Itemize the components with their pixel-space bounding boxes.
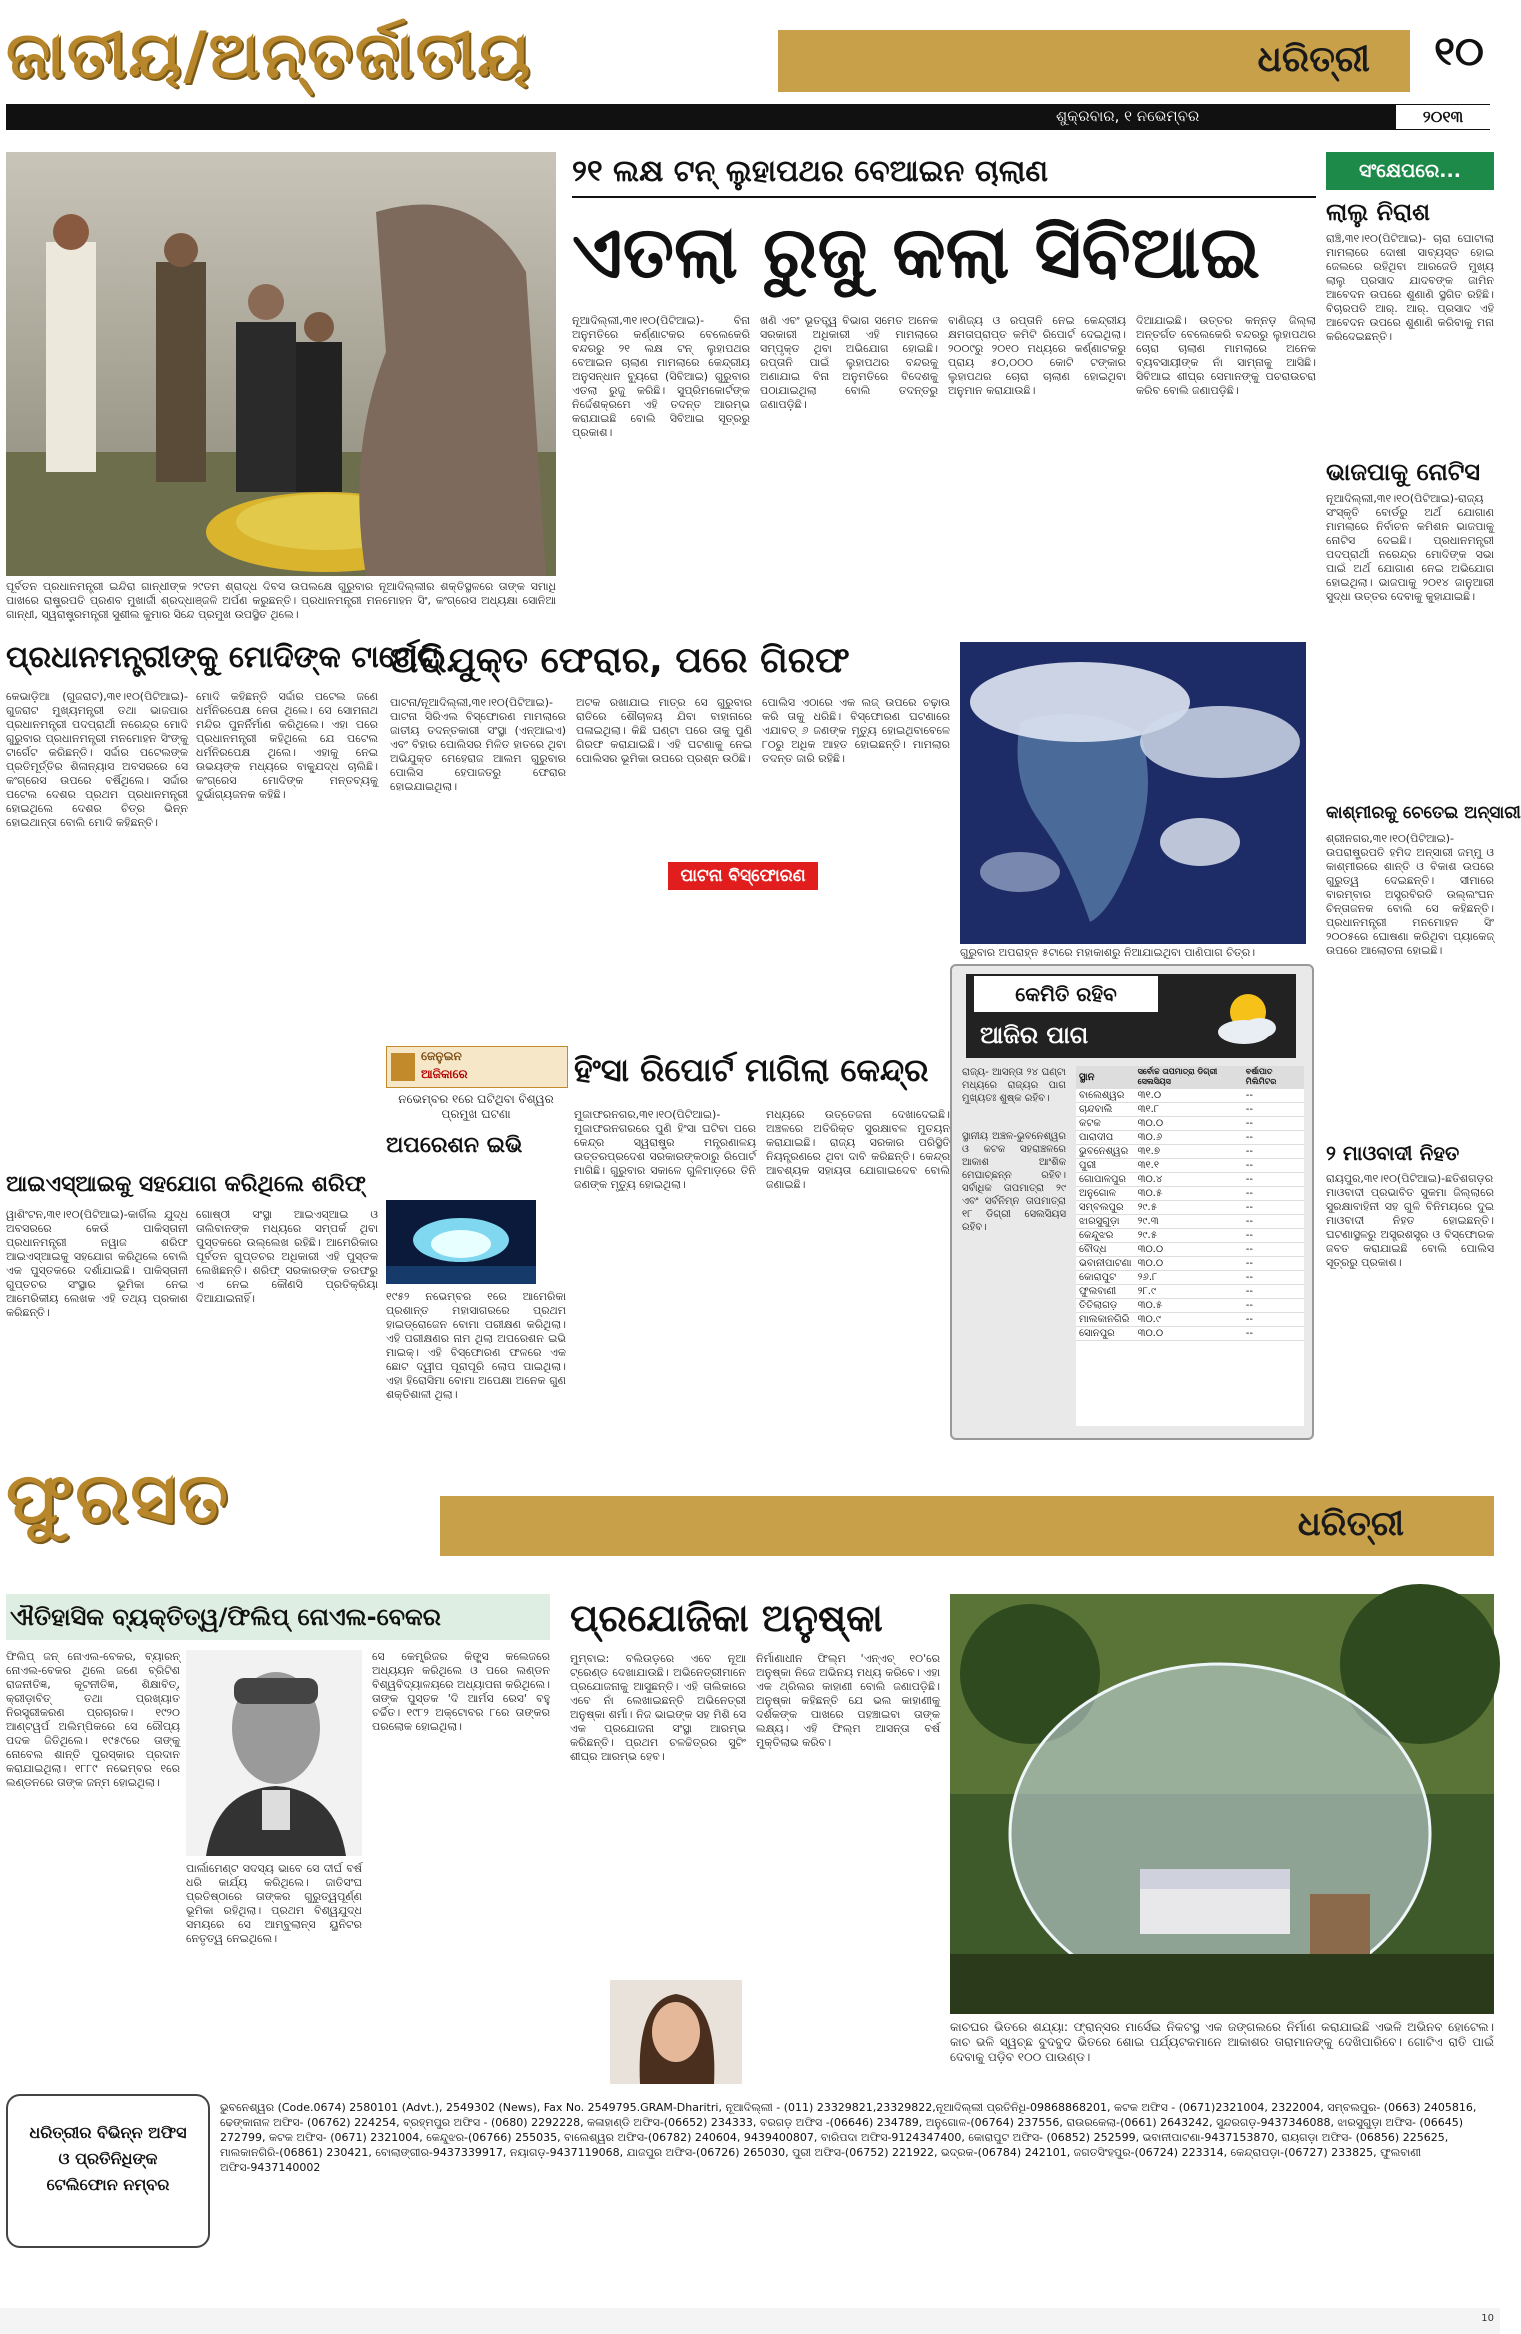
weather-rainfall: --: [1243, 1215, 1304, 1229]
weather-place: ଚାନ୍ଦବାଲି: [1076, 1103, 1135, 1117]
weather-place: ମାଲକାନଗିରି: [1076, 1313, 1135, 1327]
weather-row: [1076, 1117, 1304, 1131]
weather-row: [1076, 1173, 1304, 1187]
weather-max-temp: ୨୯.୫: [1135, 1229, 1243, 1243]
weather-max-temp: ୩୦.୯: [1135, 1313, 1243, 1327]
violence-headline: ହିଂସା ରିପୋର୍ଟ ମାଗିଲା କେନ୍ଦ୍ର: [574, 1051, 929, 1089]
weather-max-temp: ୩୦.୦: [1135, 1257, 1243, 1271]
weather-max-temp: ୩୧.୦: [1135, 1089, 1243, 1103]
modi-col-1: କେଭାଡ଼ିଆ (ଗୁଜରାଟ),୩୧।୧୦(ପିଟିଆଇ)-ଗୁଜରାଟ ମୁଖ୍ୟମନ୍ତ୍ରୀ ତଥା ଭାଜପାର ପ୍ରଧାନମନ୍ତ୍ରୀ ପଦପ୍ରାର୍ଥୀ ନରେନ୍ଦ୍ର ମୋଦି ଗୁରୁବାର ପ୍ରଧାନମନ୍ତ୍ରୀ ମନମୋହନ ସିଂଙ୍କୁ ଟାର୍ଗେଟ କରିଛନ୍ତି। ସର୍ଦ୍ଦାର ପଟେଲଙ୍କ ପ୍ରତିମୂର୍ତ୍ତିର ଶିଳାନ୍ୟାସ ଅବସରରେ ସେ କଂଗ୍ରେସ ଉପରେ ବର୍ଷିଥିଲେ। ସର୍ଦ୍ଦାର ପଟେଲ ଦେଶର ପ୍ରଥମ ପ୍ରଧାନମନ୍ତ୍ରୀ ହୋଇଥିଲେ ଦେଶର ଚିତ୍ର ଭିନ୍ନ ହୋଇଥାନ୍ତା ବୋଲି ମୋଦି କହିଛନ୍ତି।: [6, 690, 188, 829]
weather-rainfall: --: [1243, 1257, 1304, 1271]
today-in-history-ad: [386, 1046, 568, 1088]
brief-4-headline: ୨ ମାଓବାଦୀ ନିହତ: [1326, 1141, 1460, 1165]
sun-icon: [1210, 982, 1282, 1052]
lead-headline: ଏତଲା ରୁଜୁ କଲା ସିବିଆଇ: [572, 210, 1261, 294]
footer-box-label: ଧରିତ୍ରୀର ବିଭିନ୍ନ ଅଫିସ ଓ ପ୍ରତିନିଧିଙ୍କ ଟେଲିଫୋନ ନମ୍ବର: [29, 2123, 187, 2194]
weather-max-temp: ୩୦.୦: [1135, 1117, 1243, 1131]
weather-title-1: କେମିତି ରହିବ: [974, 976, 1158, 1012]
weather-forecast-state: ରାଜ୍ୟ- ଆସନ୍ତା ୨୪ ଘଣ୍ଟା ମଧ୍ୟରେ ରାଜ୍ୟର ପାଗ ମୁଖ୍ୟତଃ ଶୁଷ୍କ ରହିବ।: [962, 1067, 1066, 1104]
weather-table-wrap: [1076, 1066, 1304, 1426]
lead-photo: [6, 152, 556, 576]
bottom-band: [0, 1446, 1500, 1556]
anushka-image: [610, 1980, 742, 2084]
satellite-image: [960, 642, 1306, 944]
weather-place: ସମ୍ବଲପୁର: [1076, 1201, 1135, 1215]
weather-rainfall: --: [1243, 1229, 1304, 1243]
sharif-col-1: ୱାଶିଂଟନ,୩୧।୧୦(ପିଟିଆଇ)-କାର୍ଗିଲ ଯୁଦ୍ଧ ଅବସରରେ କେଉଁ ପାକିସ୍ତାନୀ ପ୍ରଧାନମନ୍ତ୍ରୀ ନୱାଜ ଶରିଫ ଆଇଏସ୍ଆଇକୁ ସହଯୋଗ କରିଥିଲେ ବୋଲି ଏକ ପୁସ୍ତକରେ ଦର୍ଶାଯାଇଛି। ପାକିସ୍ତାନୀ ଗୁପ୍ତଚର ସଂସ୍ଥାର ଭୂମିକା ନେଇ ଆମେରିକୀୟ ଲେଖକ ଏହି ତଥ୍ୟ ପ୍ରକାଶ କରିଛନ୍ତି।: [6, 1208, 188, 1319]
satellite-caption: ଗୁରୁବାର ଅପରାହ୍ନ ୫ଟାରେ ମହାକାଶରୁ ନିଆଯାଇଥିବା ପାଣିପାଗ ଚିତ୍ର।: [960, 946, 1256, 959]
weather-place: ତିତିଲାଗଡ଼: [1076, 1299, 1135, 1313]
ad-label-bottom: ଆଜିକାରେ: [421, 1067, 468, 1081]
weather-max-temp: ୩୧.୮: [1135, 1103, 1243, 1117]
weather-row: [1076, 1327, 1304, 1341]
col-rainfall: ବର୍ଷାପାତ ମିଲିମିଟର: [1243, 1066, 1304, 1089]
weather-title-box: [966, 974, 1296, 1058]
weather-max-temp: ୩୧.୧: [1135, 1159, 1243, 1173]
weather-row: [1076, 1201, 1304, 1215]
fugitive-col-2b: [576, 898, 752, 1034]
ad-note: ନଭେମ୍ବର ୧ରେ ଘଟିଥିବା ବିଶ୍ୱର ପ୍ରମୁଖ ଘଟଣା: [398, 1092, 554, 1121]
noel-col-3: ସେ କେମ୍ବ୍ରିଜର କିଙ୍ଗ୍ସ କଲେଜରେ ଅଧ୍ୟୟନ କରିଥିଲେ ଓ ପରେ ଲଣ୍ଡନ ବିଶ୍ୱବିଦ୍ୟାଳୟରେ ଅଧ୍ୟାପନା କରିଥିଲେ। ତାଙ୍କ ପୁସ୍ତକ 'ଦି ଆର୍ମସ ରେସ' ବହୁ ଚର୍ଚ୍ଚିତ। ୧୯୮୨ ଅକ୍ଟୋବର ୮ରେ ତାଙ୍କର ପରଲୋକ ହୋଇଥିଲା।: [372, 1650, 551, 1733]
weather-row: [1076, 1229, 1304, 1243]
page-index: 10: [1481, 2313, 1494, 2324]
weather-table-header: [1076, 1066, 1304, 1089]
violence-col-1: ମୁଜାଫରନଗର,୩୧।୧୦(ପିଟିଆଇ)-ମୁଜାଫରନଗରରେ ପୁଣି ହିଂସା ଘଟିବା ପରେ କେନ୍ଦ୍ର ସ୍ୱରାଷ୍ଟ୍ର ମନ୍ତ୍ରଣାଳୟ ଉତ୍ତରପ୍ରଦେଶ ସରକାରଙ୍କଠାରୁ ରିପୋର୍ଟ ମାଗିଛି। ଗୁରୁବାର ସକାଳେ ଗୁଳିମାଡ଼ରେ ତିନି ଜଣଙ୍କ ମୃତ୍ୟୁ ହୋଇଥିଲା।: [574, 1108, 756, 1191]
weather-row: [1076, 1215, 1304, 1229]
brief-1-body: ରାଞ୍ଚି,୩୧।୧୦(ପିଟିଆଇ)- ଚାରା ଘୋଟାଲା ମାମଲାରେ ଦୋଷୀ ସାବ୍ୟସ୍ତ ହୋଇ ଜେଲରେ ରହିଥିବା ଆରଜେଡି ମୁଖ୍ୟ ଲାଲୁ ପ୍ରସାଦ ଯାଦବଙ୍କ ଜାମିନ ଆବେଦନ ଉପରେ ଶୁଣାଣି ସ୍ଥଗିତ ରହିଛି। ବିଚାରପତି ଆର୍. ଆର୍. ପ୍ରସାଦ ଏହି ଆବେଦନ ଉପରେ ଶୁଣାଣି କରିବାକୁ ମନା କରିଦେଇଛନ୍ତି।: [1326, 232, 1494, 343]
brief-2-body: ନୂଆଦିଲ୍ଲୀ,୩୧।୧୦(ପିଟିଆଇ)-ରାଜ୍ୟ ସଂସ୍କୃତି ବୋର୍ଡରୁ ଅର୍ଥ ଯୋଗାଣ ମାମଲାରେ ନିର୍ବାଚନ କମିଶନ ଭାଜପାକୁ ନୋଟିସ ଦେଇଛି। ପ୍ରଧାନମନ୍ତ୍ରୀ ପଦପ୍ରାର୍ଥୀ ନରେନ୍ଦ୍ର ମୋଦିଙ୍କ ସଭା ପାଇଁ ଅର୍ଥ ଯୋଗାଣ ନେଇ ଅଭିଯୋଗ ହୋଇଥିଲା। ଭାଜପାକୁ ୨୦୧୪ ଜାନୁଆରୀ ସୁଦ୍ଧା ଉତ୍ତର ଦେବାକୁ କୁହାଯାଇଛି।: [1326, 492, 1494, 603]
weather-rainfall: --: [1243, 1285, 1304, 1299]
brief-4-body: ରାୟପୁର,୩୧।୧୦(ପିଟିଆଇ)-ଛତିଶଗଡ଼ର ମାଓବାଦୀ ପ୍ରଭାବିତ ସୁକମା ଜିଲ୍ଲାରେ ସୁରକ୍ଷାବାହିନୀ ସହ ଗୁଳି ବିନିମୟରେ ଦୁଇ ମାଓବାଦୀ ନିହତ ହୋଇଛନ୍ତି। ଘଟଣାସ୍ଥଳରୁ ଅସ୍ତ୍ରଶସ୍ତ୍ର ଓ ବିସ୍ଫୋରକ ଜବତ କରାଯାଇଛି ବୋଲି ପୋଲିସ ସୂତ୍ରରୁ ପ୍ରକାଶ।: [1326, 1172, 1494, 1269]
weather-max-temp: ୨୮.୯: [1135, 1285, 1243, 1299]
weather-place: ଝାରସୁଗୁଡ଼ା: [1076, 1215, 1135, 1229]
weather-rainfall: --: [1243, 1103, 1304, 1117]
footer-contacts: ଭୁବନେଶ୍ୱର (Code.0674) 2580101 (Advt.), 2549302 (News), Fax No. 2549795.GRAM-Dharitri, ନୂଆଦିଲ୍ଲୀ - (011) 23329821,23329822,ନୂଆଦିଲ୍ଲୀ ପ୍ରତିନିଧି-09868868201, କଟକ ଅଫିସ - (0671)2321004, 2322004, ସମ୍ବଲପୁର- (0663) 2405816, ଢେଙ୍କାନାଳ ଅଫିସ- (06762) 224254, ବ୍ରହ୍ମପୁର ଅଫିସ - (0680) 2292228, କଳାହାଣ୍ଡି ଅଫିସ-(06652) 234333, ବରଗଡ଼ ଅଫିସ -(06646) 234789, ଅନୁଗୋଳ-(06764) 237556, ରାଉରକେଲା-(0661) 2643242, ସୁନ୍ଦରଗଡ଼-9437346088, ଝାରସୁଗୁଡ଼ା ଅଫିସ- (06645) 272799, କଟକ ଅଫିସ- (0671) 2321004, କେନ୍ଦୁଝର-(06766) 255035, ବାଲେଶ୍ୱର ଅଫିସ-(06782) 240604, 9439400807, ବାରିପଦା ଅଫିସ-9124347400, କୋରାପୁଟ ଅଫିସ- (06852) 252599, ଭବାନୀପାଟଣା-9437153870, ରାୟଗଡ଼ା ଅଫିସ- (06856) 225625, ମାଲକାନଗିରି-(06861) 230421, ବୋଲାଙ୍ଗୀର-9437339917, ନୟାଗଡ଼-9437119068, ଯାଜପୁର ଅଫିସ-(06726) 265030, ପୁରୀ ଅଫିସ-(06752) 221922, ଭଦ୍ରକ-(06784) 242101, ଜଗତସିଂହପୁର-(06724) 223314, କେନ୍ଦ୍ରାପଡ଼ା-(06727) 233825, ଫୁଲବାଣୀ ଅଫିସ-9437140002: [220, 2101, 1477, 2174]
noel-headline-box: [6, 1594, 550, 1640]
bubble-photo: [950, 1594, 1494, 2014]
weather-row: [1076, 1285, 1304, 1299]
bottom-paper-name: ଧରିତ୍ରୀ: [1297, 1504, 1404, 1544]
ceremony-photo-image: [6, 152, 556, 576]
weather-rainfall: --: [1243, 1089, 1304, 1103]
bottom-section-title: ଫୁରସତ: [6, 1456, 230, 1539]
weather-row: [1076, 1299, 1304, 1313]
weather-row: [1076, 1243, 1304, 1257]
brief-header: ସଂକ୍ଷେପରେ...: [1326, 152, 1494, 190]
weather-place: କେନ୍ଦୁଝର: [1076, 1229, 1135, 1243]
weather-row: [1076, 1257, 1304, 1271]
weather-max-temp: ୨୯.୫: [1135, 1201, 1243, 1215]
fugitive-col-2: ଅଟକ ରଖାଯାଇ ମାତ୍ର ସେ ଗୁରୁବାର ରାତିରେ ଶୌଚାଳୟ ଯିବା ବାହାନାରେ ପଳାଇଥିଲା। କିଛି ଘଣ୍ଟା ପରେ ତାକୁ ପୁଣି ଗିରଫ କରାଯାଇଛି। ଏହି ଘଟଣାକୁ ନେଇ ପୋଲିସର ଭୂମିକା ଉପରେ ପ୍ରଶ୍ନ ଉଠିଛି।: [576, 696, 752, 765]
weather-table-body: [1076, 1089, 1304, 1341]
paper-name: ଧରିତ୍ରୀ: [1257, 38, 1370, 80]
weather-row: [1076, 1103, 1304, 1117]
sharif-headline: ଆଇଏସ୍ଆଇକୁ ସହଯୋଗ କରିଥିଲେ ଶରିଫ୍: [6, 1172, 366, 1197]
weather-rainfall: --: [1243, 1201, 1304, 1215]
lead-col-4: ଦିଆଯାଇଛି। ଉତ୍ତର କନ୍ନଡ଼ ଜିଲ୍ଲା ଅନ୍ତର୍ଗତ ବେଲେକେରି ବନ୍ଦରରୁ ଲୁହାପଥର ଚୋରା ଚାଲାଣ ମାମଲାରେ ଅନେକ ବ୍ୟବସାୟୀଙ୍କ ନାଁ ସାମ୍ନାକୁ ଆସିଛି। ସିବିଆଇ ଶୀଘ୍ର ସେମାନଙ୍କୁ ପଚରାଉଚରା କରିବ ବୋଲି ଜଣାପଡ଼ିଛି।: [1136, 314, 1316, 397]
anushka-headline: ପ୍ରଯୋଜିକା ଅନୁଷ୍କା: [570, 1596, 883, 1640]
fugitive-headline: ଅଭିଯୁକ୍ତ ଫେରାର, ପରେ ଗିରଫ: [390, 640, 850, 681]
weather-row: [1076, 1187, 1304, 1201]
weather-row: [1076, 1089, 1304, 1103]
brief-1-headline: ଲାଲୁ ନିରାଶ: [1326, 198, 1431, 226]
weather-rainfall: --: [1243, 1145, 1304, 1159]
weather-row: [1076, 1313, 1304, 1327]
weather-max-temp: ୩୦.୫: [1135, 1299, 1243, 1313]
weather-rainfall: --: [1243, 1187, 1304, 1201]
weather-row: [1076, 1271, 1304, 1285]
anushka-photo: [610, 1980, 742, 2084]
weather-place: ବାଲେଶ୍ୱର: [1076, 1089, 1135, 1103]
patna-blast-callout: ପାଟନା ବିସ୍ଫୋରଣ: [668, 862, 818, 890]
bottom-paper-name-bar: [440, 1496, 1494, 1556]
weather-row: [1076, 1131, 1304, 1145]
lead-photo-caption: ପୂର୍ବତନ ପ୍ରଧାନମନ୍ତ୍ରୀ ଇନ୍ଦିରା ଗାନ୍ଧୀଙ୍କ ୨୯ତମ ଶ୍ରାଦ୍ଧ ଦିବସ ଉପଲକ୍ଷେ ଗୁରୁବାର ନୂଆଦିଲ୍ଲୀର ଶକ୍ତିସ୍ଥଳରେ ତାଙ୍କ ସମାଧି ପାଖରେ ରାଷ୍ଟ୍ରପତି ପ୍ରଣବ ମୁଖାର୍ଜୀ ଶ୍ରଦ୍ଧାଞ୍ଜଳି ଅର୍ପଣ କରୁଛନ୍ତି। ପ୍ରଧାନମନ୍ତ୍ରୀ ମନମୋହନ ସିଂ, କଂଗ୍ରେସ ଅଧ୍ୟକ୍ଷା ସୋନିଆ ଗାନ୍ଧୀ, ସ୍ୱରାଷ୍ଟ୍ରମନ୍ତ୍ରୀ ସୁଶୀଲ କୁମାର ସିନ୍ଦେ ପ୍ରମୁଖ ଉପସ୍ଥିତ ଥିଲେ।: [6, 580, 556, 621]
section-title: ଜାତୀୟ/ଅନ୍ତର୍ଜାତୀୟ: [6, 18, 532, 93]
year: ୨୦୧୩: [1396, 105, 1490, 129]
noel-col-1: ଫିଲିପ୍ ଜନ୍ ନୋଏଲ-ବେକର, ବ୍ୟାରନ୍ ନୋଏଲ-ବେକର ଥିଲେ ଜଣେ ବ୍ରିଟିଶ ରାଜନୀତିଜ୍ଞ, କୂଟନୀତିଜ୍ଞ, ଶିକ୍ଷାବିତ୍, କ୍ରୀଡ଼ାବିତ୍ ତଥା ପ୍ରଖ୍ୟାତ ନିରସ୍ତ୍ରୀକରଣ ପ୍ରଚାରକ। ୧୯୨୦ ଆଣ୍ଟୱର୍ପ ଅଲିମ୍ପିକରେ ସେ ରୌପ୍ୟ ପଦକ ଜିତିଥିଲେ। ୧୯୫୯ରେ ତାଙ୍କୁ ନୋବେଲ ଶାନ୍ତି ପୁରସ୍କାର ପ୍ରଦାନ କରାଯାଇଥିଲା। ୧୮୮୯ ନଭେମ୍ବର ୧ରେ ଲଣ୍ଡନରେ ତାଙ୍କ ଜନ୍ମ ହୋଇଥିଲା।: [6, 1650, 180, 1789]
top-band: [0, 0, 1500, 140]
weather-rainfall: --: [1243, 1271, 1304, 1285]
weather-place: ଭବାନୀପାଟଣା: [1076, 1257, 1135, 1271]
weather-place: କଟକ: [1076, 1117, 1135, 1131]
bubble-hotel-image: [950, 1594, 1494, 2014]
brief-panel: [1326, 152, 1521, 1652]
fugitive-col-3: ପୋଲିସ ଏଠାରେ ଏକ ଲଜ୍ ଉପରେ ଚଢ଼ାଉ କରି ତାକୁ ଧରିଛି। ବିସ୍ଫୋରଣ ଘଟଣାରେ ଏଯାବତ୍ ୬ ଜଣଙ୍କ ମୃତ୍ୟୁ ହୋଇଥିବାବେଳେ ୮୦ରୁ ଅଧିକ ଆହତ ହୋଇଛନ୍ତି। ମାମଲାର ତଦନ୍ତ ଜାରି ରହିଛି।: [762, 696, 950, 765]
weather-row: [1076, 1145, 1304, 1159]
date: ଶୁକ୍ରବାର, ୧ ନଭେମ୍ବର: [1056, 107, 1200, 125]
weather-rainfall: --: [1243, 1327, 1304, 1341]
lead-col-2: ଖଣି ଏବଂ ଭୂତତ୍ତ୍ୱ ବିଭାଗ ସମେତ ଅନେକ ସରକାରୀ ଅଧିକାରୀ ଏହି ମାମଲାରେ ସମ୍ପୃକ୍ତ ଥିବା ଅଭିଯୋଗ ହୋଇଛି। ରପ୍ତାନି ପାଇଁ ଲୁହାପଥର ବନ୍ଦରକୁ ଅଣାଯାଇ ବିନା ଅନୁମତିରେ ବିଦେଶକୁ ପଠାଯାଇଥିଲା ବୋଲି ତଦନ୍ତରୁ ଜଣାପଡ଼ିଛି।: [760, 314, 938, 411]
weather-rainfall: --: [1243, 1159, 1304, 1173]
brief-2-headline: ଭାଜପାକୁ ନୋଟିସ: [1326, 458, 1481, 486]
noel-col-2: ପାର୍ଲାମେଣ୍ଟ ସଦସ୍ୟ ଭାବେ ସେ ଦୀର୍ଘ ବର୍ଷ ଧରି କାର୍ଯ୍ୟ କରିଥିଲେ। ଜାତିସଂଘ ପ୍ରତିଷ୍ଠାରେ ତାଙ୍କର ଗୁରୁତ୍ୱପୂର୍ଣ୍ଣ ଭୂମିକା ରହିଥିଲା। ପ୍ରଥମ ବିଶ୍ୱଯୁଦ୍ଧ ସମୟରେ ସେ ଆମ୍ବୁଲାନ୍ସ ୟୁନିଟର ନେତୃତ୍ୱ ନେଇଥିଲେ।: [186, 1862, 362, 1945]
weather-max-temp: ୩୦.୦: [1135, 1327, 1243, 1341]
fugitive-col-1: ପାଟନା/ନୂଆଦିଲ୍ଲୀ,୩୧।୧୦(ପିଟିଆଇ)-ପାଟନା ସିରିଏଲ ବିସ୍ଫୋରଣ ମାମଲାରେ ଜାତୀୟ ତଦନ୍ତକାରୀ ସଂସ୍ଥା (ଏନ୍ଆଇଏ) ଏବଂ ବିହାର ପୋଲିସର ମିଳିତ ହାତରେ ଥିବା ଅଭିଯୁକ୍ତ ମେହେରାଜ ଆଲମ ଗୁରୁବାର ପୋଲିସ ହେପାଜତରୁ ଫେରାର ହୋଇଯାଇଥିଲା।: [390, 696, 566, 793]
lead-col-1: ନୂଆଦିଲ୍ଲୀ,୩୧।୧୦(ପିଟିଆଇ)- ବିନା ଅନୁମତିରେ କର୍ଣ୍ଣାଟକର ବେଲେକେରି ବନ୍ଦରରୁ ୨୧ ଲକ୍ଷ ଟନ୍ ଲୁହାପଥର ବେଆଇନ ଚାଲାଣ ମାମଲାରେ କେନ୍ଦ୍ରୀୟ ଅନୁସନ୍ଧାନ ବ୍ୟୁରୋ (ସିବିଆଇ) ଗୁରୁବାର ଏତଲା ରୁଜୁ କରିଛି। ସୁପ୍ରିମକୋର୍ଟଙ୍କ ନିର୍ଦ୍ଦେଶକ୍ରମେ ଏହି ତଦନ୍ତ ଆରମ୍ଭ କରାଯାଇଛି ବୋଲି ସିବିଆଇ ସୂତ୍ରରୁ ପ୍ରକାଶ।: [572, 314, 750, 439]
sun-cloud-icon: [1210, 982, 1282, 1052]
modi-col-2: ମୋଦି କହିଛନ୍ତି ସର୍ଦ୍ଦାର ପଟେଲ ଜଣେ ଧର୍ମନିରପେକ୍ଷ ନେତା ଥିଲେ। ସେ ସୋମନାଥ ମନ୍ଦିର ପୁନର୍ନିର୍ମାଣ କରିଥିଲେ। ଏହା ପରେ ପ୍ରଧାନମନ୍ତ୍ରୀ କହିଥିଲେ ଯେ ପଟେଲ ଧର୍ମନିରପେକ୍ଷ ଥିଲେ। ଏହାକୁ ନେଇ ଉଭୟଙ୍କ ମଧ୍ୟରେ ବାକ୍ଯୁଦ୍ଧ ଚାଲିଛି। କଂଗ୍ରେସ ମୋଦିଙ୍କ ମନ୍ତବ୍ୟକୁ ଦୁର୍ଭାଗ୍ୟଜନକ କହିଛି।: [196, 690, 378, 801]
weather-rainfall: --: [1243, 1131, 1304, 1145]
weather-panel: [950, 964, 1314, 1440]
weather-place: ଗୋପାଳପୁର: [1076, 1173, 1135, 1187]
weather-place: ଅନୁଗୋଳ: [1076, 1187, 1135, 1201]
col-max-temp: ସର୍ବୋଚ୍ଚ ତାପମାତ୍ରା ଡିଗ୍ରୀ ସେଲସିୟସ: [1135, 1066, 1243, 1089]
noel-headline: ଐତିହାସିକ ବ୍ୟକ୍ତିତ୍ୱ/ଫିଲିପ୍ ନୋଏଲ-ବେକର: [10, 1603, 441, 1631]
brief-3-headline: କାଶ୍ମୀରକୁ ଚେତେଇ ଅନ୍ସାରୀ: [1326, 803, 1521, 823]
footer-box: [6, 2094, 210, 2248]
bubble-caption: କାଚଘର ଭିତରେ ଶଯ୍ୟା: ଫ୍ରାନ୍ସର ମାର୍ସେଇ ନିକଟସ୍ଥ ଏକ ଜଙ୍ଗଲରେ ନିର୍ମାଣ କରାଯାଇଛି ଏଭଳି ଅଭିନବ ହୋଟେଲ। କାଚ ଭଳି ସ୍ୱଚ୍ଛ ବୁଦବୁଦ ଭିତରେ ଶୋଇ ପର୍ଯ୍ୟଟକମାନେ ଆକାଶର ତାରାମାନଙ୍କୁ ଦେଖିପାରିବେ। ଗୋଟିଏ ରାତି ପାଇଁ ଦେବାକୁ ପଡ଼ିବ ୧୦୦ ପାଉଣ୍ଡ।: [950, 2020, 1494, 2064]
lead-story-columns: [572, 314, 1316, 604]
weather-max-temp: ୨୬.୮: [1135, 1271, 1243, 1285]
page-number: ୧୦: [1434, 28, 1484, 75]
weather-rainfall: --: [1243, 1313, 1304, 1327]
operation-col: ୧୯୫୨ ନଭେମ୍ବର ୧ରେ ଆମେରିକା ପ୍ରଶାନ୍ତ ମହାସାଗରରେ ପ୍ରଥମ ହାଇଡ୍ରୋଜେନ ବୋମା ପରୀକ୍ଷଣ କରିଥିଲା। ଏହି ପରୀକ୍ଷଣର ନାମ ଥିଲା ଅପରେଶନ ଇଭି ମାଇକ୍। ଏହି ବିସ୍ଫୋରଣ ଫଳରେ ଏକ ଛୋଟ ଦ୍ୱୀପ ପୂରାପୂରି ଲୋପ ପାଇଥିଲା। ଏହା ହିରୋସିମା ବୋମା ଅପେକ୍ଷା ଅନେକ ଗୁଣ ଶକ୍ତିଶାଳୀ ଥିଲା।: [386, 1290, 566, 1401]
weather-max-temp: ୨୯.୩: [1135, 1215, 1243, 1229]
weather-rainfall: --: [1243, 1117, 1304, 1131]
weather-title-2: ଆଜିର ପାଗ: [980, 1021, 1089, 1049]
explosion-image: [386, 1200, 536, 1284]
bottom-bar: [0, 2308, 1500, 2334]
weather-rainfall: --: [1243, 1299, 1304, 1313]
lead-kicker: ୨୧ ଲକ୍ଷ ଟନ୍ ଲୁହାପଥର ବେଆଇନ ଚାଲାଣ: [572, 154, 1049, 189]
weather-max-temp: ୩୦.୫: [1135, 1187, 1243, 1201]
noel-portrait: [186, 1650, 362, 1856]
weather-place: କୋରାପୁଟ: [1076, 1271, 1135, 1285]
weather-place: ବୌଦ୍ଧ: [1076, 1243, 1135, 1257]
weather-rainfall: --: [1243, 1243, 1304, 1257]
kicker-rule: [572, 196, 1316, 198]
book-icon: [391, 1053, 415, 1081]
paper-name-bar: [778, 30, 1410, 92]
weather-forecast-local: ସ୍ଥାନୀୟ ଅଞ୍ଚଳ-ଭୁବନେଶ୍ୱର ଓ କଟକ ସହରାଞ୍ଚଳରେ ଆକାଶ ଆଂଶିକ ମେଘାଚ୍ଛନ୍ନ ରହିବ। ସର୍ବାଧିକ ତାପମାତ୍ରା ୨୯ ଏବଂ ସର୍ବନିମ୍ନ ତାପମାତ୍ରା ୧୮ ଡିଗ୍ରୀ ସେଲସିୟସ ରହିବ।: [962, 1131, 1066, 1233]
weather-place: ସୋନପୁର: [1076, 1327, 1135, 1341]
weather-max-temp: ୩୧.୭: [1135, 1145, 1243, 1159]
col-place: ସ୍ଥାନ: [1076, 1066, 1135, 1089]
brief-3-body: ଶ୍ରୀନଗର,୩୧।୧୦(ପିଟିଆଇ)-ଉପରାଷ୍ଟ୍ରପତି ହମିଦ ଅନ୍ସାରୀ ଜମ୍ମୁ ଓ କାଶ୍ମୀରରେ ଶାନ୍ତି ଓ ବିକାଶ ଉପରେ ଗୁରୁତ୍ୱ ଦେଇଛନ୍ତି। ସୀମାରେ ବାରମ୍ବାର ଅସ୍ତ୍ରବିରତି ଉଲ୍ଲଂଘନ ଚିନ୍ତାଜନକ ବୋଲି ସେ କହିଛନ୍ତି। ପ୍ରଧାନମନ୍ତ୍ରୀ ମନମୋହନ ସିଂ ୨୦୦୫ରେ ଘୋଷଣା କରିଥିବା ପ୍ୟାକେଜ୍ ଉପରେ ଆଲୋଚନା ହୋଇଛି।: [1326, 832, 1494, 957]
satellite-photo: [960, 642, 1306, 944]
anushka-col-2: ନିର୍ମାଣାଧୀନ ଫିଲ୍ମ 'ଏନ୍ଏଚ୍ ୧୦'ରେ ଅନୁଷ୍କା ନିଜେ ଅଭିନୟ ମଧ୍ୟ କରିବେ। ଏହା ଏକ ଥ୍ରିଲର କାହାଣୀ ବୋଲି ଜଣାପଡ଼ିଛି। ଅନୁଷ୍କା କହିଛନ୍ତି ଯେ ଭଲ କାହାଣୀକୁ ଦର୍ଶକଙ୍କ ପାଖରେ ପହଞ୍ଚାଇବା ତାଙ୍କ ଲକ୍ଷ୍ୟ। ଏହି ଫିଲ୍ମ ଆସନ୍ତା ବର୍ଷ ମୁକ୍ତିଲାଭ କରିବ।: [756, 1652, 940, 1749]
weather-place: ଭୁବନେଶ୍ୱର: [1076, 1145, 1135, 1159]
weather-place: ପୁରୀ: [1076, 1159, 1135, 1173]
weather-place: ପାରାଦୀପ: [1076, 1131, 1135, 1145]
lead-col-3: ବାଣିଜ୍ୟ ଓ ରପ୍ତାନି ନେଇ କେନ୍ଦ୍ରୀୟ କ୍ଷମତାପ୍ରାପ୍ତ କମିଟି ରିପୋର୍ଟ ଦେଇଥିଲା। ୨୦୦୯ରୁ ୨୦୧୦ ମଧ୍ୟରେ କର୍ଣ୍ଣାଟକରୁ ପ୍ରାୟ ୫୦,୦୦୦ କୋଟି ଟଙ୍କାର ଲୁହାପଥର ଚୋରା ଚାଲାଣ ହୋଇଥିବା ଅନୁମାନ କରାଯାଉଛି।: [948, 314, 1126, 397]
anushka-col-1: ମୁମ୍ବାଇ: ବଲିଉଡ଼ରେ ଏବେ ନୂଆ ଟ୍ରେଣ୍ଡ ଦେଖାଯାଉଛି। ଅଭିନେତ୍ରୀମାନେ ପ୍ରଯୋଜନାକୁ ଆସୁଛନ୍ତି। ଏହି ତାଲିକାରେ ଏବେ ନାଁ ଲେଖାଇଛନ୍ତି ଅଭିନେତ୍ରୀ ଅନୁଷ୍କା ଶର୍ମା। ନିଜ ଭାଇଙ୍କ ସହ ମିଶି ସେ ଏକ ପ୍ରଯୋଜନା ସଂସ୍ଥା ଆରମ୍ଭ କରିଛନ୍ତି। ପ୍ରଥମ ଚଳଚ୍ଚିତ୍ରର ସୁଟିଂ ଶୀଘ୍ର ଆରମ୍ଭ ହେବ।: [570, 1652, 746, 1763]
weather-table: [1076, 1066, 1304, 1341]
weather-row: [1076, 1159, 1304, 1173]
weather-max-temp: ୩୦.୪: [1135, 1173, 1243, 1187]
operation-headline: ଅପରେଶନ ଇଭି: [386, 1133, 523, 1158]
violence-col-2: ମଧ୍ୟରେ ଉତ୍ତେଜନା ଦେଖାଦେଇଛି। ଅଞ୍ଚଳରେ ଅତିରିକ୍ତ ସୁରକ୍ଷାବଳ ମୁତୟନ କରାଯାଇଛି। ରାଜ୍ୟ ସରକାର ପରିସ୍ଥିତି ନିୟନ୍ତ୍ରଣରେ ଥିବା ଦାବି କରିଛନ୍ତି। କେନ୍ଦ୍ର ଆବଶ୍ୟକ ସହାୟତା ଯୋଗାଇଦେବ ବୋଲି ଜଣାଇଛି।: [766, 1108, 950, 1191]
date-bar: [6, 104, 1490, 130]
weather-place: ଫୁଲବାଣୀ: [1076, 1285, 1135, 1299]
noel-portrait-image: [186, 1650, 362, 1856]
sharif-col-2: ଗୋଷ୍ଠୀ ସଂସ୍ଥା ଆଇଏସ୍ଆଇ ଓ ତାଲିବାନଙ୍କ ମଧ୍ୟରେ ସମ୍ପର୍କ ଥିବା ପୁସ୍ତକରେ ଉଲ୍ଲେଖ ରହିଛି। ଆମେରିକାର ପୂର୍ବତନ ଗୁପ୍ତଚର ଅଧିକାରୀ ଏହି ପୁସ୍ତକ ଲେଖିଛନ୍ତି। ଶରିଫ୍ ସରକାରଙ୍କ ତରଫରୁ ଏ ନେଇ କୌଣସି ପ୍ରତିକ୍ରିୟା ଦିଆଯାଇନାହିଁ।: [196, 1208, 378, 1305]
weather-rainfall: --: [1243, 1173, 1304, 1187]
bomb-photo: [386, 1200, 536, 1284]
ad-label-top: ଜେନୁଇନ: [421, 1049, 462, 1063]
weather-max-temp: ୩୦.୦: [1135, 1243, 1243, 1257]
weather-max-temp: ୩୦.୬: [1135, 1131, 1243, 1145]
modi-headline: ପ୍ରଧାନମନ୍ତ୍ରୀଙ୍କୁ ମୋଦିଙ୍କ ଟାର୍ଗେଟ୍: [6, 640, 438, 675]
